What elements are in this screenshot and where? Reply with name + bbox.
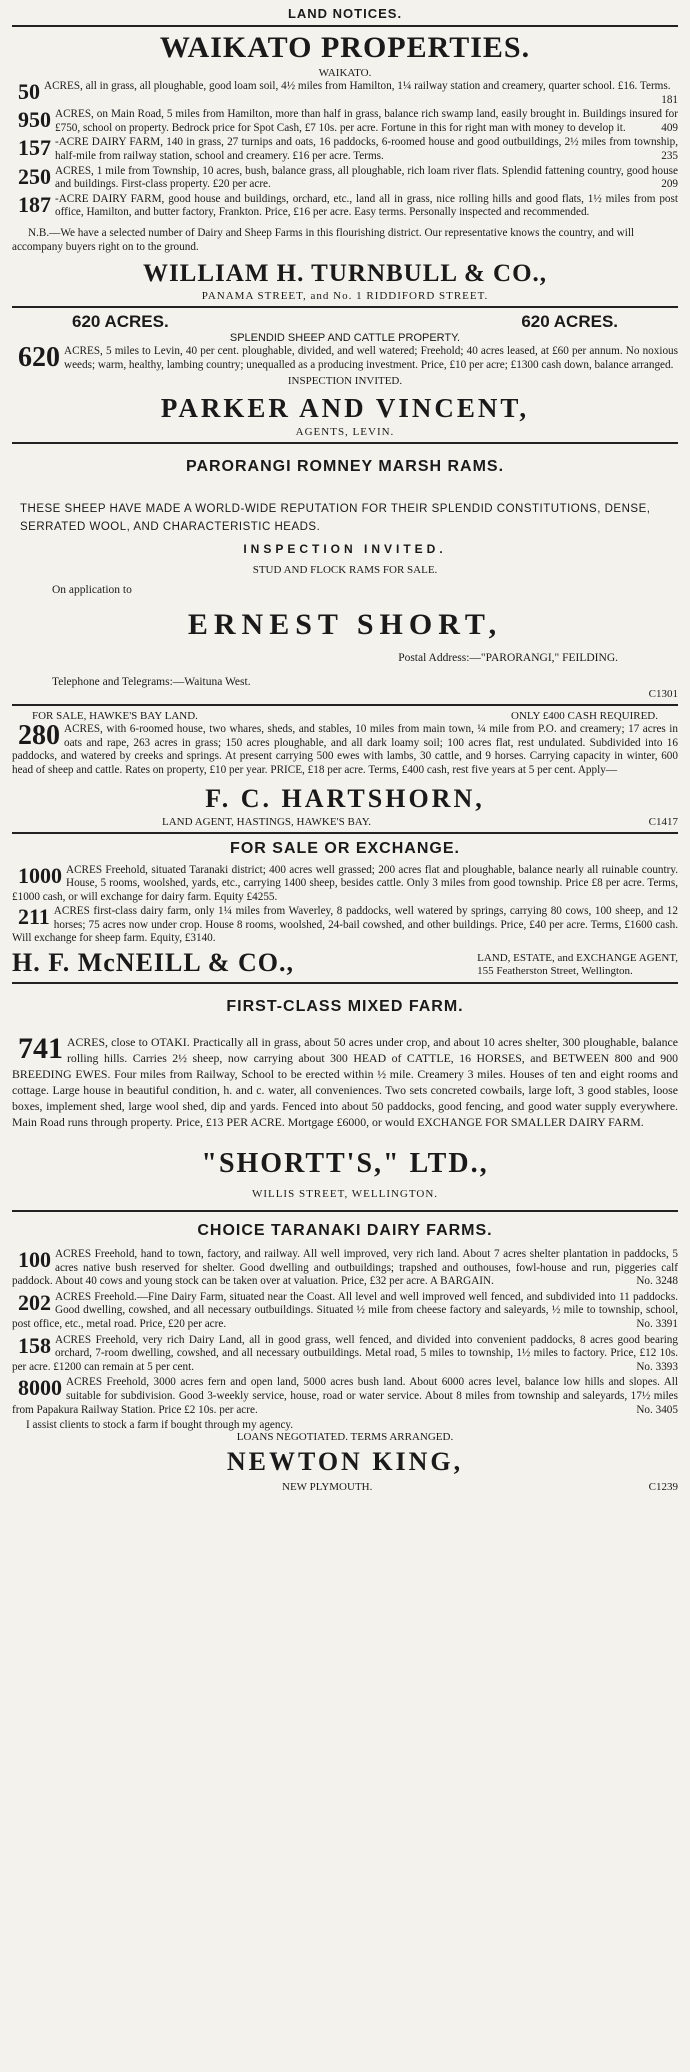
listing-acreage: 250 xyxy=(18,163,51,189)
waikato-nb: N.B.—We have a selected number of Dairy and Sheep Farms in this flourishing district. Our representative knows the country, and will accompany buyers right on to the ground. xyxy=(12,226,635,253)
listing-acreage: 187 xyxy=(18,191,51,217)
taranaki-assist: I assist clients to stock a farm if bought through my agency. xyxy=(26,1419,294,1432)
rams-stud: STUD AND FLOCK RAMS FOR SALE. xyxy=(252,564,438,577)
listing-text: -ACRE DAIRY FARM, 140 in grass, 27 turnips and oats, 16 paddocks, 6-roomed house and good outbuildings, 2½ miles from township, half-mile from railway station, school and creamery. £16 per acre. Terms. xyxy=(55,136,678,162)
mcneill-address xyxy=(477,952,678,978)
levin-heading xyxy=(12,312,678,332)
page-header: LAND NOTICES. xyxy=(287,6,403,21)
listing-item xyxy=(12,108,678,135)
listing-item xyxy=(12,193,678,220)
listing-acreage: 100 xyxy=(18,1247,51,1273)
listing-item xyxy=(12,1291,678,1332)
newton-king-firm: NEWTON KING, xyxy=(226,1447,464,1477)
rams-telephone: Telephone and Telegrams:—Waituna West. xyxy=(52,676,251,689)
mcneill-address-line2: 155 Featherston Street, Wellington. xyxy=(477,965,633,978)
listing-text: ACRES Freehold, situated Taranaki district; 400 acres well grassed; 200 acres flat and ploughable, balance nearly all ruinable country. House, 5 rooms, woolshed, yards, etc., carrying 1400 sheep, besides cattle. Only 3 miles from good township. Price £8 per acre. Terms, £1000 cash, or will exchange for dairy farm. Equity £4255. xyxy=(12,863,678,903)
hartshorn-address: LAND AGENT, HASTINGS, HAWKE'S BAY. xyxy=(162,815,371,828)
listing-text: ACRES, 1 mile from Township, 10 acres, bush, balance grass, all ploughable, rich loam river flats. Splendid fattening country, good house and buildings. First-class property. £20 per acre. xyxy=(55,164,678,191)
divider xyxy=(12,442,678,444)
newton-king-footer xyxy=(12,1481,678,1493)
levin-heading-right: 620 ACRES. xyxy=(521,311,618,331)
divider xyxy=(12,704,678,706)
listing-ref: 209 xyxy=(661,178,678,191)
listing-text: ACRES, all in grass, all ploughable, good loam soil, 4½ miles from Hamilton, 1¼ railway station and creamery, quarter school. £16. Terms. xyxy=(44,80,671,92)
divider xyxy=(12,832,678,834)
rams-title: PARORANGI ROMNEY MARSH RAMS. xyxy=(185,458,505,476)
parker-vincent-address: AGENTS, LEVIN. xyxy=(295,426,395,439)
listing-ref: No. 3405 xyxy=(636,1403,678,1416)
divider xyxy=(12,25,678,27)
hawkes-footer xyxy=(12,816,678,828)
listing-text: ACRES Freehold, 3000 acres fern and open land, 5000 acres bush land. About 6000 acres level, balance low hills and slopes. All suitable for subdivision. Good 3-weekly service, house, road or water service. About 8 miles from township and saleyards, 17½ miles from Papakura Railway Station. Price £2 10s. per acre. xyxy=(12,1376,678,1416)
exchange-listings xyxy=(12,864,678,947)
hawkes-heading-left: FOR SALE, HAWKE'S BAY LAND. xyxy=(32,710,198,723)
hawkes-bay-ad xyxy=(12,710,678,827)
taranaki-ad xyxy=(12,1222,678,1493)
levin-acreage: 620 xyxy=(18,341,60,373)
divider xyxy=(12,982,678,984)
shortts-firm: "SHORTT'S," LTD., xyxy=(201,1148,489,1180)
hawkes-heading-right: ONLY £400 CASH REQUIRED. xyxy=(511,710,658,723)
hawkes-ref: C1417 xyxy=(648,815,678,828)
listing-acreage: 202 xyxy=(18,1289,51,1315)
rams-postal: Postal Address:—"PARORANGI," FEILDING. xyxy=(398,652,618,665)
taranaki-title: CHOICE TARANAKI DAIRY FARMS. xyxy=(197,1222,493,1240)
levin-heading-left: 620 ACRES. xyxy=(72,311,169,331)
taranaki-listings xyxy=(12,1248,678,1417)
mcneill-firm: H. F. McNEILL & CO., xyxy=(12,948,294,978)
divider xyxy=(12,1210,678,1212)
listing-ref: 409 xyxy=(661,121,678,134)
listing-acreage: 211 xyxy=(18,904,50,930)
hawkes-acreage: 280 xyxy=(18,720,60,752)
listing-text: ACRES, on Main Road, 5 miles from Hamilton, more than half in grass, balance rich swamp land, easily brought in. Buildings insured for £750, school on property. Bedrock price for Spot Cash, £7 10s. per acre. Fortune in this for right man with money to develop it. xyxy=(55,108,678,134)
listing-item xyxy=(12,165,678,192)
listing-ref: 235 xyxy=(661,149,678,162)
hartshorn-firm: F. C. HARTSHORN, xyxy=(205,783,485,813)
exchange-ad xyxy=(12,840,678,979)
listing-acreage: 50 xyxy=(18,79,40,104)
mixed-text: ACRES, close to OTAKI. Practically all in grass, about 50 acres under crop, and about 10 acres shelter, 300 ploughable, balance rolling hills. Carries 2½ sheep, now carrying about 300 HEAD of CATTLE, 16 HORSES, and BETWEEN 800 and 900 BREEDING EWES. Four miles from Railway, School to be erected within ½ mile. Creamery 3 miles. Houses of ten and eight rooms and cottage. Large house in beautiful condition, h. and c. water, all conveniences. Two sets concreted cowbails, large loft, 3 good stables, loose boxes, implement shed, large wool shed, dip and yards. Fenced into about 50 paddocks, good fencing, and good water supply everywhere. Main Road runs through property. Price, £13 PER ACRE. Mortgage £6000, or would EXCHANGE FOR SMALLER DAIRY FARM. xyxy=(12,1035,678,1130)
rams-ad xyxy=(12,458,678,700)
listing-text: -ACRE DAIRY FARM, good house and buildings, orchard, etc., land all in grass, nice rolling hills and good flats, 1½ miles from post office, Hamilton, and butter factory, Frankton. Price, £16 per acre. Easy terms. Personally inspected and recommended. xyxy=(55,192,678,219)
hawkes-listing xyxy=(12,720,678,777)
levin-text: ACRES, 5 miles to Levin, 40 per cent. ploughable, divided, and well watered; Freehold; 40 acres leased, at £60 per annum. No noxious weeds; warm, healthy, lambing country; unequalled as a producing investment. Price, £10 per acre; £1300 cash down, balance arranged. xyxy=(64,344,678,371)
listing-item xyxy=(12,1248,678,1289)
divider xyxy=(12,306,678,308)
rams-inspection: INSPECTION INVITED. xyxy=(243,542,447,557)
levin-inspection: INSPECTION INVITED. xyxy=(287,375,403,388)
listing-ref: No. 3393 xyxy=(636,1360,678,1373)
mixed-acreage: 741 xyxy=(18,1032,63,1066)
listing-item xyxy=(12,905,678,946)
shortts-address: WILLIS STREET, WELLINGTON. xyxy=(251,1188,439,1201)
waikato-title: WAIKATO PROPERTIES. xyxy=(159,31,531,64)
listing-item xyxy=(12,864,678,905)
waikato-ad xyxy=(12,31,678,302)
listing-item xyxy=(12,136,678,163)
waikato-subtitle: WAIKATO. xyxy=(318,67,372,79)
taranaki-ref: C1239 xyxy=(648,1481,678,1494)
hawkes-heading xyxy=(12,710,678,722)
hawkes-text: ACRES, with 6-roomed house, two whares, sheds, and stables, 10 miles from main town, ¼ mile from P.O. and creamery; 17 acres in oats and rape, 263 acres in grass; 150 acres ploughable, and all dark loamy soil; 100 acres flat, rest undulated. Subdivided into 16 paddocks, and watered by creeks and springs. At present carrying 500 ewes with lambs, 30 cattle, and 9 horses. Carrying capacity in winter, 600 head of sheep and cattle. Rates on property, £10 per year. PRICE, £18 per acre. Terms, £400 cash, rest five years at 5 per cent. Apply— xyxy=(12,723,678,776)
listing-acreage: 950 xyxy=(18,107,51,133)
levin-ad xyxy=(12,312,678,438)
listing-item xyxy=(12,1334,678,1375)
listing-ref: 181 xyxy=(661,93,678,106)
listing-text: ACRES Freehold, hand to town, factory, and railway. All well improved, very rich land. About 7 acres shelter plantation in paddocks, 5 acres native bush reserved for shelter. Good dwelling and outbuildings; trapshed and outhouses, fowl-house and run, piggeries calf paddock. About 40 cows and young stock can be taken over at valuation. Price, £32 per acre. A BARGAIN. xyxy=(12,1248,678,1288)
rams-body: THESE SHEEP HAVE MADE A WORLD-WIDE REPUTATION FOR THEIR SPLENDID CONSTITUTIONS, DENSE, SERRATED WOOL, AND CHARACTERISTIC HEADS. xyxy=(20,503,651,534)
mixed-title: FIRST-CLASS MIXED FARM. xyxy=(226,998,464,1016)
listing-acreage: 157 xyxy=(18,135,51,161)
listing-item xyxy=(12,80,678,107)
turnbull-firm: WILLIAM H. TURNBULL & CO., xyxy=(142,259,548,287)
exchange-title: FOR SALE OR EXCHANGE. xyxy=(230,839,460,857)
ernest-short-firm: ERNEST SHORT, xyxy=(187,608,503,642)
listing-ref: No. 3391 xyxy=(636,1318,678,1331)
newton-king-address: NEW PLYMOUTH. xyxy=(282,1481,373,1494)
mcneill-address-line1: LAND, ESTATE, and EXCHANGE AGENT, xyxy=(477,952,678,965)
taranaki-loans: LOANS NEGOTIATED. TERMS ARRANGED. xyxy=(236,1431,454,1444)
levin-subtitle: SPLENDID SHEEP AND CATTLE PROPERTY. xyxy=(229,331,461,344)
listing-ref: No. 3248 xyxy=(636,1275,678,1288)
mixed-listing xyxy=(12,1034,678,1130)
listing-item xyxy=(12,1376,678,1417)
mcneill-footer xyxy=(12,948,678,978)
listing-text: ACRES Freehold.—Fine Dairy Farm, situated near the Coast. All level and well improved well fenced, and subdivided into 11 paddocks. Good dwelling, cowshed, and all necessary outbuildings. Situated ½ mile from cheese factory and saleyards, ½ mile to township, school, post office, etc., metal road. Price, £20 per acre. xyxy=(12,1290,678,1331)
turnbull-address: PANAMA STREET, and No. 1 RIDDIFORD STREET. xyxy=(201,289,489,302)
listing-acreage: 8000 xyxy=(18,1375,62,1401)
listing-text: ACRES Freehold, very rich Dairy Land, all in good grass, well fenced, and divided into convenient paddocks, 8 acres good bearing orchard, 7-room dwelling, cowshed, and all necessary outbuildings. Metal road, 5 miles to township, 1½ miles to factory. Price, £12 10s. per acre. £1200 can remain at 5 per cent. xyxy=(12,1333,678,1373)
waikato-listings xyxy=(12,80,678,220)
parker-vincent-firm: PARKER AND VINCENT, xyxy=(160,393,530,424)
rams-ref: C1301 xyxy=(648,688,678,701)
levin-listing xyxy=(12,341,678,373)
listing-text: ACRES first-class dairy farm, only 1¼ miles from Waverley, 8 paddocks, well watered by springs, carrying 80 cows, 100 sheep, and 12 horses; 75 acres now under crop. House 8 rooms, woolshed, 24-bail cowshed, and other buildings. Price, £40 per acre. Terms, £1600 cash. Will exchange for sheep farm. Equity, £3140. xyxy=(12,905,678,945)
listing-acreage: 158 xyxy=(18,1332,51,1358)
mixed-farm-ad xyxy=(12,998,678,1200)
listing-acreage: 1000 xyxy=(18,862,62,888)
rams-application: On application to xyxy=(52,584,132,597)
